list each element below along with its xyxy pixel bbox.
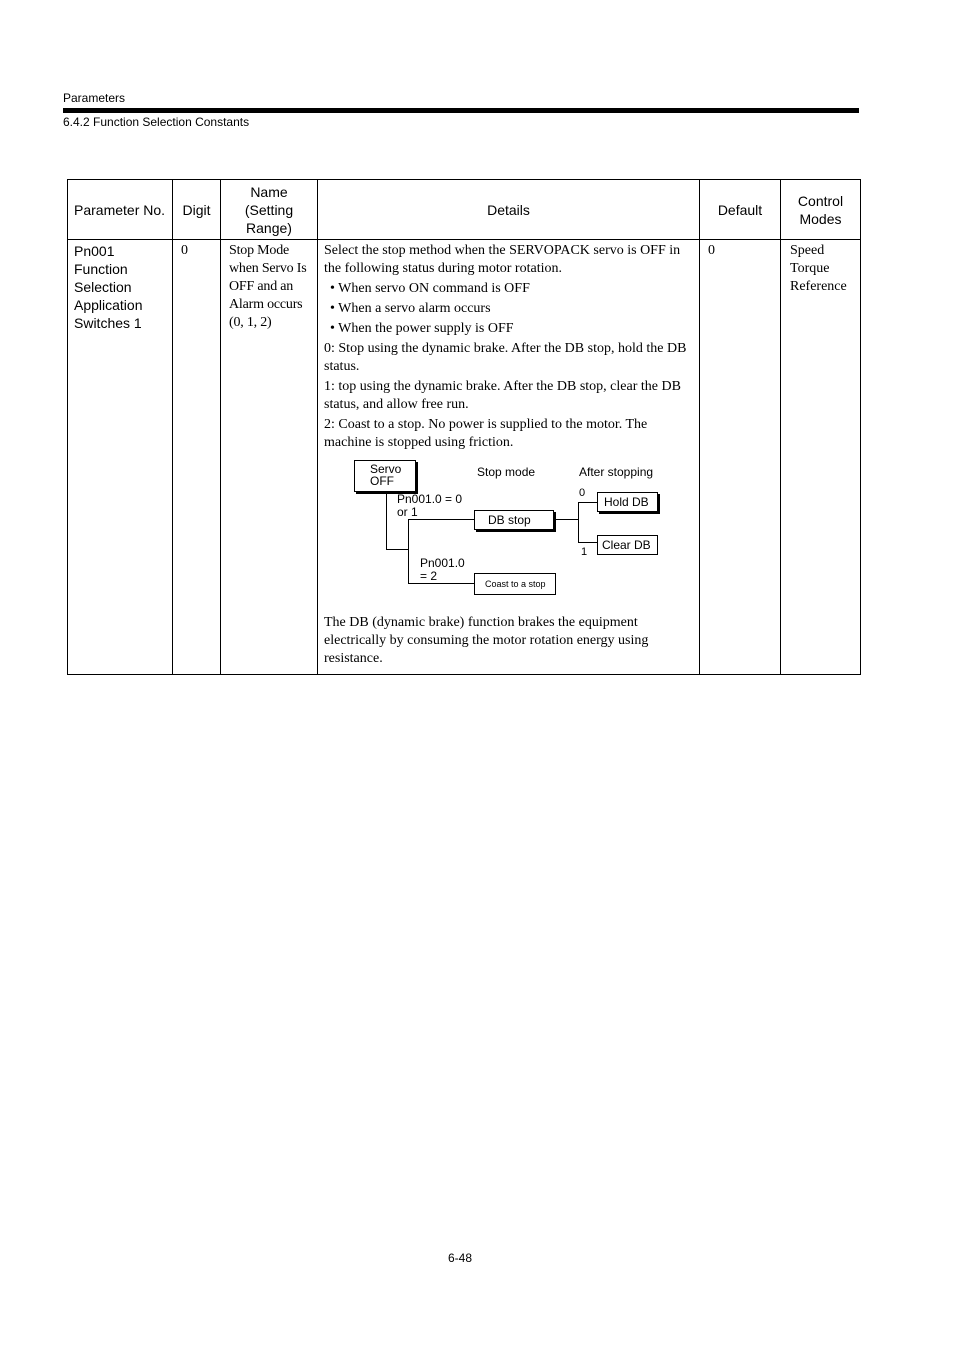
table-row bbox=[68, 240, 861, 675]
details-bullet: • When servo ON command is OFF bbox=[330, 281, 530, 296]
col-header-default: Default bbox=[700, 180, 781, 240]
coast-to-stop-box: Coast to a stop bbox=[474, 573, 556, 595]
connector-line bbox=[578, 502, 579, 543]
cell-default: 0 bbox=[700, 240, 781, 675]
details-footnote: The DB (dynamic brake) function brakes the equipment electrically by consuming the motor rotation energy using resistance. bbox=[324, 615, 649, 666]
connector-line bbox=[578, 502, 597, 503]
details-bullet: • When a servo alarm occurs bbox=[330, 301, 491, 316]
condition-db-label: Pn001.0 = 0 or 1 bbox=[397, 492, 463, 519]
cell-details bbox=[318, 240, 700, 675]
col-header-control-modes: Control Modes bbox=[781, 180, 861, 240]
clear-db-box: Clear DB bbox=[597, 535, 658, 555]
details-option-2: 2: Coast to a stop. No power is supplied to the motor. The machine is stopped using friction. bbox=[324, 417, 648, 450]
connector-line bbox=[554, 519, 578, 520]
db-stop-box: DB stop bbox=[474, 510, 554, 530]
branch-1-label: 1 bbox=[581, 546, 588, 558]
section-title: Parameters bbox=[63, 91, 126, 105]
after-stopping-label: After stopping bbox=[579, 465, 654, 479]
stop-mode-diagram bbox=[324, 458, 684, 608]
cell-name: Stop Mode when Servo Is OFF and an Alarm occurs (0, 1, 2) bbox=[221, 240, 318, 675]
details-intro: Select the stop method when the SERVOPACK servo is OFF in the following status during motor rotation. bbox=[324, 243, 681, 276]
condition-coast-label: Pn001.0 = 2 bbox=[420, 556, 465, 583]
col-header-details: Details bbox=[318, 180, 700, 240]
connector-line bbox=[578, 542, 597, 543]
stop-mode-label: Stop mode bbox=[477, 465, 536, 479]
col-header-parameter-no: Parameter No. bbox=[68, 180, 173, 240]
subsection-title: 6.4.2 Function Selection Constants bbox=[63, 115, 250, 129]
parameter-table bbox=[67, 179, 861, 675]
servo-off-box bbox=[354, 460, 416, 492]
connector-line bbox=[408, 519, 409, 584]
col-header-name: Name (Setting Range) bbox=[221, 180, 318, 240]
table-header-row bbox=[68, 180, 861, 240]
connector-line bbox=[386, 549, 408, 550]
connector-line bbox=[408, 519, 474, 520]
servo-off-label: Servo OFF bbox=[370, 462, 402, 488]
details-bullet: • When the power supply is OFF bbox=[330, 321, 514, 336]
connector-line bbox=[408, 583, 474, 584]
hold-db-box: Hold DB bbox=[597, 492, 658, 512]
cell-control-modes: Speed Torque Reference bbox=[781, 240, 861, 675]
details-option-0: 0: Stop using the dynamic brake. After the DB stop, hold the DB status. bbox=[324, 341, 687, 374]
connector-line bbox=[386, 492, 387, 550]
header-rule bbox=[63, 108, 859, 113]
col-header-digit: Digit bbox=[173, 180, 221, 240]
branch-0-label: 0 bbox=[579, 487, 586, 499]
cell-digit: 0 bbox=[173, 240, 221, 675]
cell-parameter-no: Pn001 Function Selection Application Switches 1 bbox=[68, 240, 173, 675]
page-number: 6-48 bbox=[448, 1251, 473, 1265]
details-option-1: 1: top using the dynamic brake. After the DB stop, clear the DB status, and allow free run. bbox=[324, 379, 681, 412]
